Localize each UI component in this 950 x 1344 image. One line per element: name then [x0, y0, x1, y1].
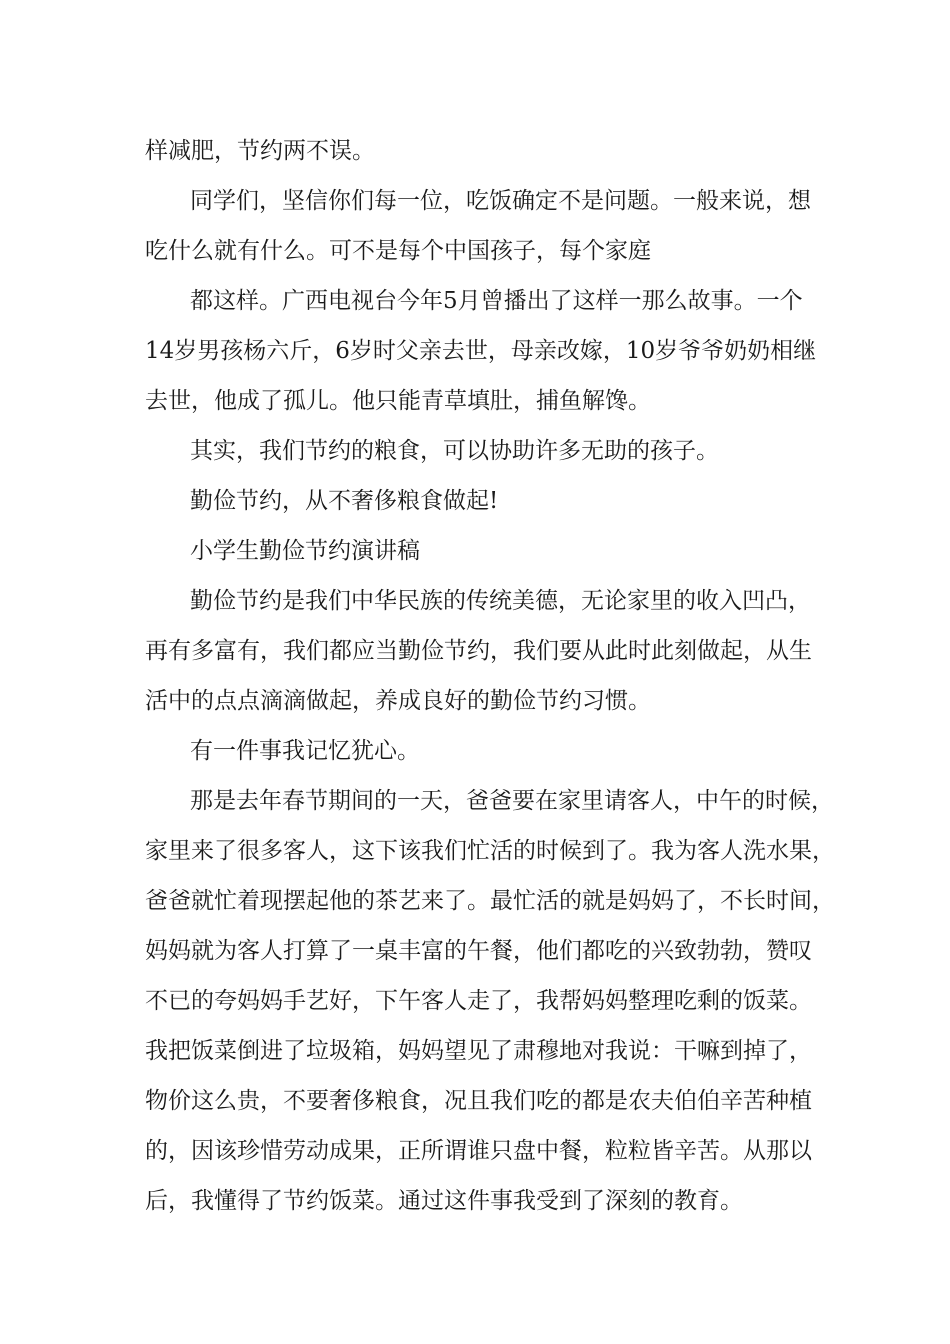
text-line: 去世，他成了孤儿。他只能青草填肚，捕鱼解馋。 [145, 388, 651, 414]
text-line: 物价这么贵，不要奢侈粮食，况且我们吃的都是农夫伯伯辛苦种植 [145, 1088, 812, 1114]
section-title: 小学生勤俭节约演讲稿 [190, 538, 420, 564]
text-line: 样减肥，节约两不误。 [145, 138, 375, 164]
text-line: 再有多富有，我们都应当勤俭节约，我们要从此时此刻做起，从生 [145, 638, 812, 664]
text-line: 不已的夸妈妈手艺好，下午客人走了，我帮妈妈整理吃剩的饭菜。 [145, 988, 812, 1014]
text-line: 爸爸就忙着现摆起他的茶艺来了。最忙活的就是妈妈了，不长时间， [145, 888, 835, 914]
text-line: 勤俭节约是我们中华民族的传统美德，无论家里的收入凹凸， [190, 588, 811, 614]
text-line: 妈妈就为客人打算了一桌丰富的午餐，他们都吃的兴致勃勃，赞叹 [145, 938, 812, 964]
text-line: 其实，我们节约的粮食，可以协助许多无助的孩子。 [190, 438, 719, 464]
text-line: 同学们，坚信你们每一位，吃饭确定不是问题。一般来说，想 [190, 188, 811, 214]
text-line: 活中的点点滴滴做起，养成良好的勤俭节约习惯。 [145, 688, 651, 714]
text-line: 14岁男孩杨六斤，6岁时父亲去世，母亲改嫁，10岁爷爷奶奶相继 [145, 338, 817, 364]
text-line: 我把饭菜倒进了垃圾箱，妈妈望见了肃穆地对我说：干嘛到掉了， [145, 1038, 812, 1064]
text-line: 后，我懂得了节约饭菜。通过这件事我受到了深刻的教育。 [145, 1188, 743, 1214]
text-line: 的，因该珍惜劳动成果，正所谓谁只盘中餐，粒粒皆辛苦。从那以 [145, 1138, 812, 1164]
text-line: 家里来了很多客人，这下该我们忙活的时候到了。我为客人洗水果， [145, 838, 835, 864]
text-line: 都这样。广西电视台今年5月曾播出了这样一那么故事。一个 [190, 288, 803, 314]
text-line: 有一件事我记忆犹心。 [190, 738, 420, 764]
text-line: 吃什么就有什么。可不是每个中国孩子，每个家庭 [145, 238, 651, 264]
text-line: 勤俭节约，从不奢侈粮食做起! [190, 488, 499, 514]
text-line: 那是去年春节期间的一天，爸爸要在家里请客人，中午的时候， [190, 788, 834, 814]
